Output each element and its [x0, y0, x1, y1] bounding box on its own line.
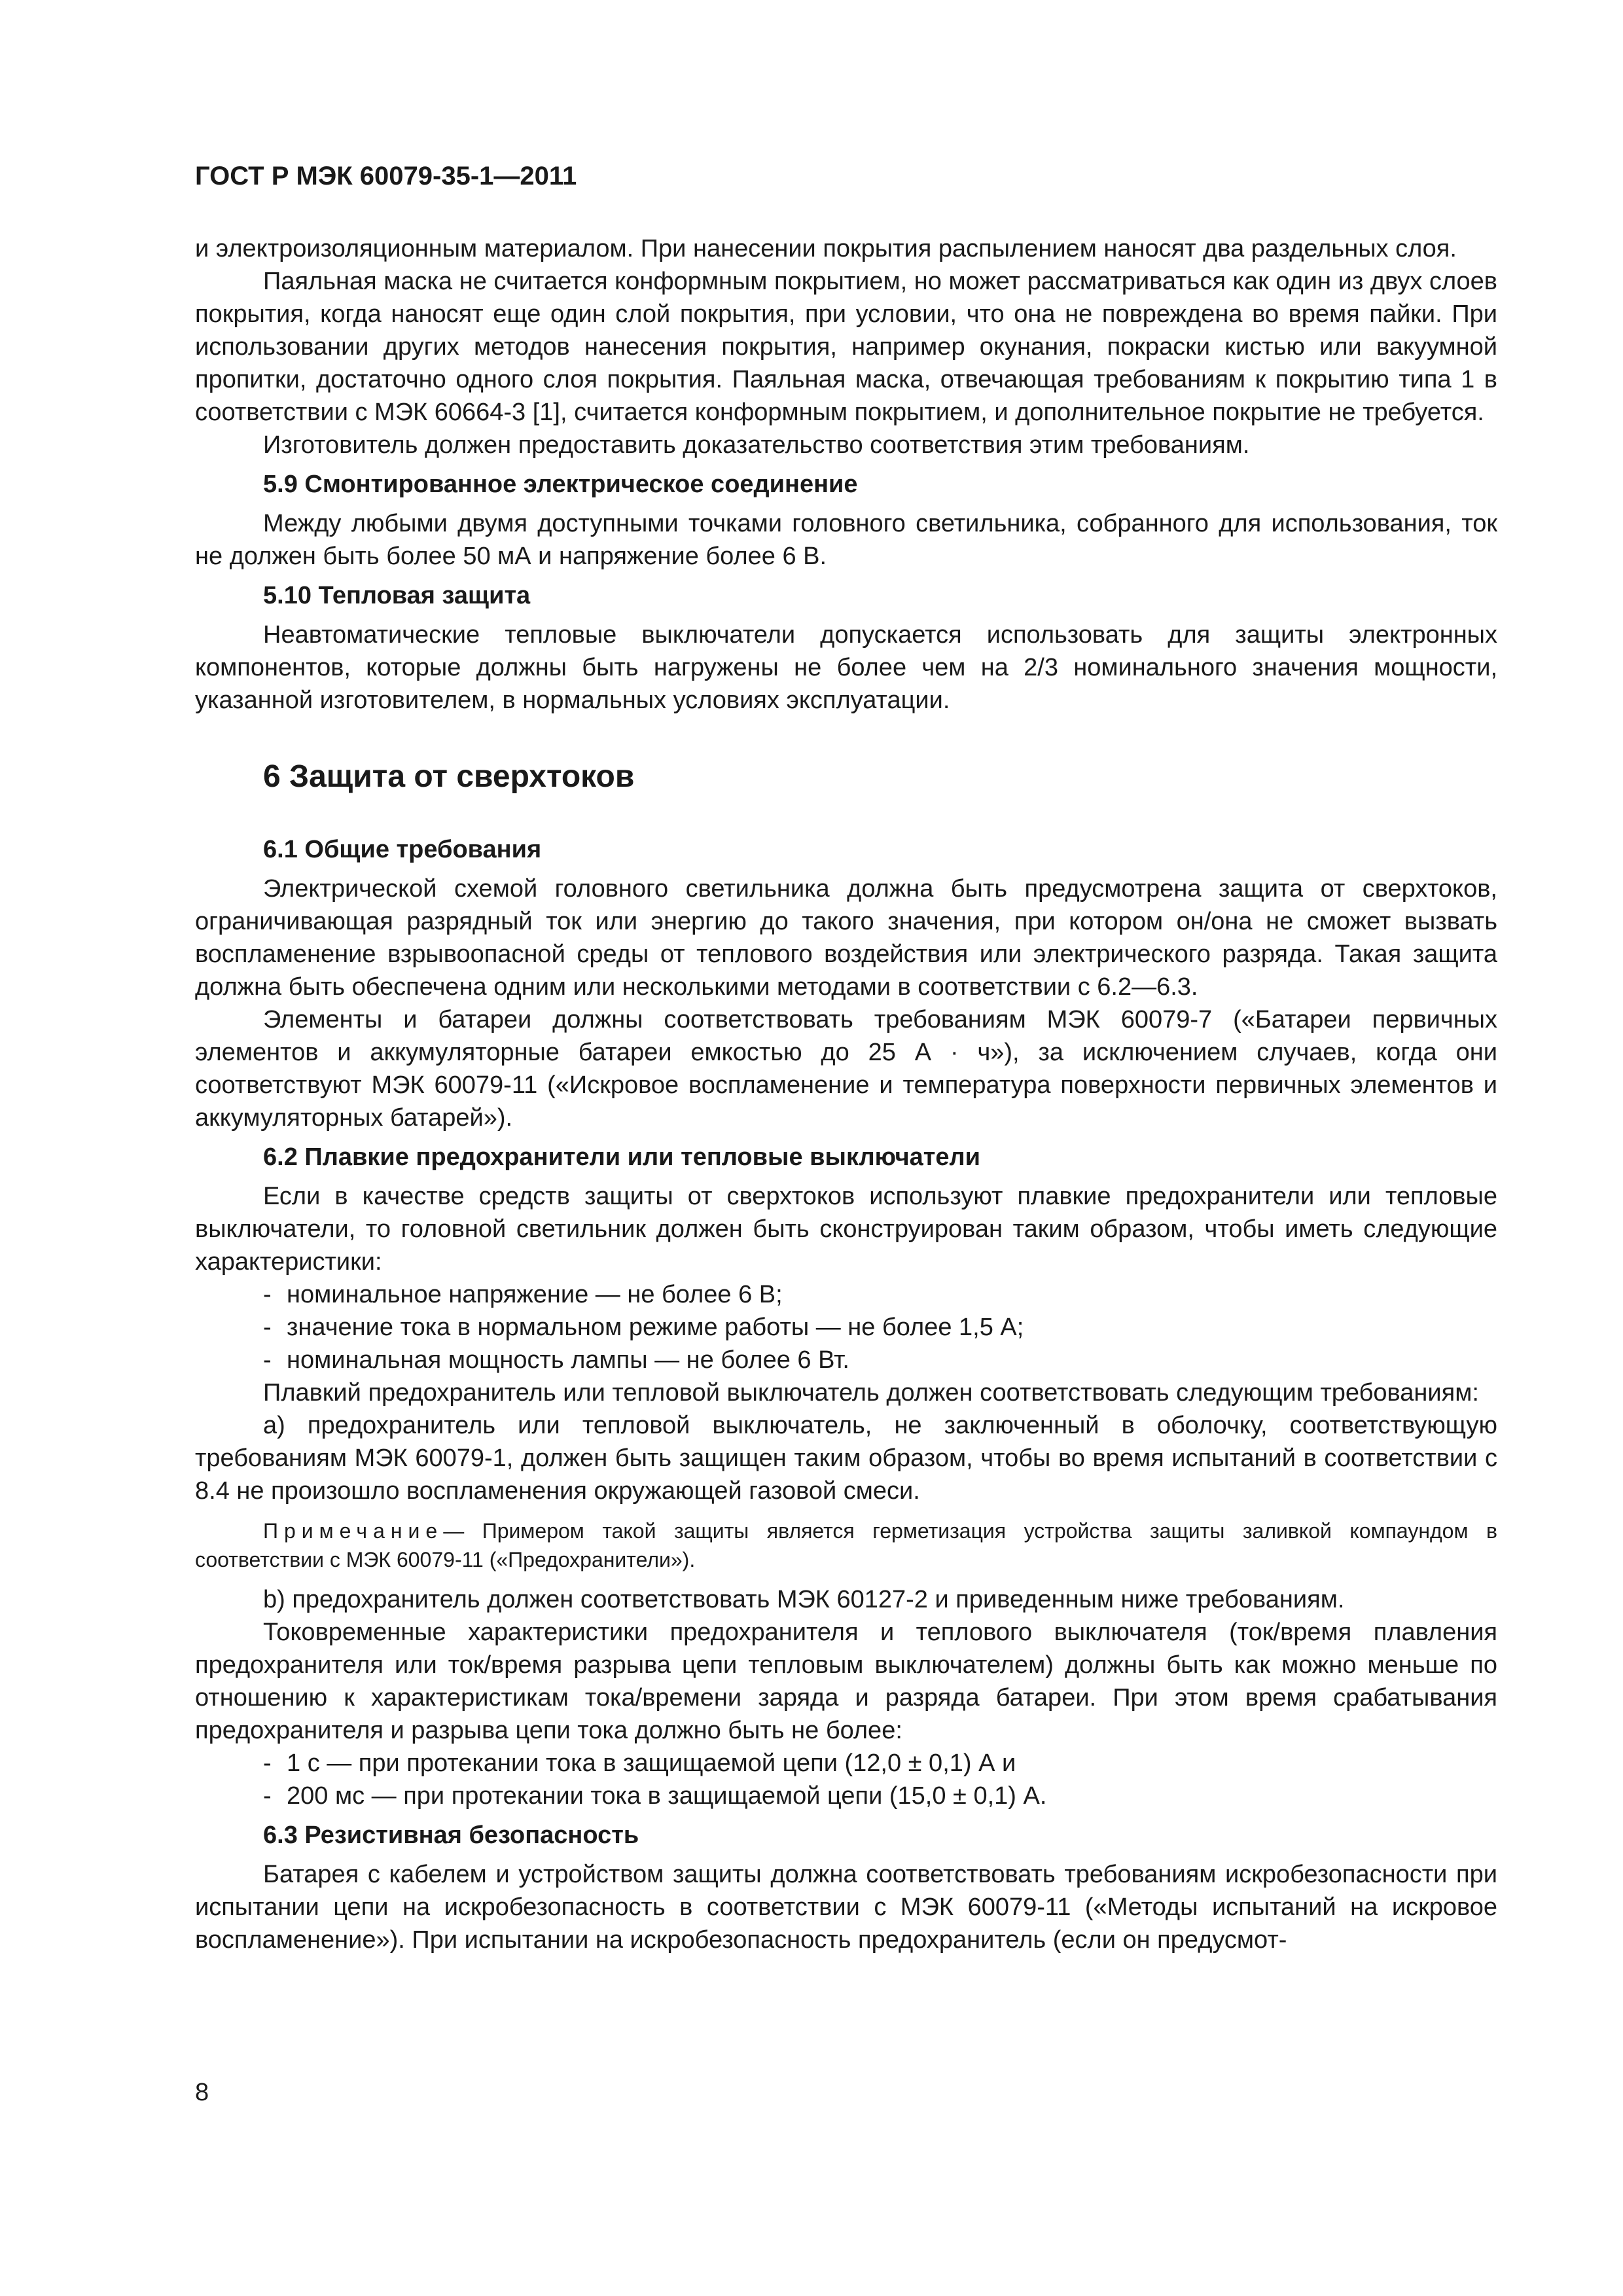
document-header: ГОСТ Р МЭК 60079-35-1—2011 — [195, 162, 577, 190]
list-item: - 1 с — при протекании тока в защищаемой цепи (12,0 ± 0,1) А и — [263, 1749, 1016, 1777]
paragraph-5-10: Неавтоматические тепловые выключатели допускается использовать для защиты электронных компонентов, которые должны быть нагружены не более чем на 2/3 номинального значения мощности, указанной изготовителем, в нормальных условиях эксплуатации. — [195, 621, 1497, 714]
paragraph-manufacturer-evidence: Изготовитель должен предоставить доказательство соответствия этим требованиям. — [263, 431, 1250, 459]
list-characteristics — [195, 1278, 1497, 1376]
list-item: - значение тока в нормальном режиме работы — не более 1,5 А; — [263, 1314, 1024, 1341]
paragraph-5-9: Между любыми двумя доступными точками головного светильника, собранного для использования, ток не должен быть более 50 мА и напряжение более 6 В. — [195, 510, 1497, 570]
note-label: Примечание — [263, 1519, 444, 1543]
paragraph-6-2-intro: Если в качестве средств защиты от сверхтоков используют плавкие предохранители или тепловые выключатели, то головной светильник должен быть сконструирован таким образом, чтобы иметь следующие характеристики: — [195, 1183, 1497, 1276]
paragraph-6-2-requirements: Плавкий предохранитель или тепловой выключатель должен соответствовать следующим требованиям: — [263, 1379, 1479, 1407]
paragraph-solder-mask: Паяльная маска не считается конформным покрытием, но может рассматриваться как один из двух слоев покрытия, когда наносят еще один слой покрытия, при условии, что она не повреждена во время пайки. При использовании других методов нанесения покрытия, например окунания, покраски кистью или вакуумной пропитки, достаточно одного слоя покрытия. Паяльная маска, отвечающая требованиям к покрытию типа 1 в соответствии с МЭК 60664-3 [1], считается конформным покрытием, и дополнительное покрытие не требуется. — [195, 268, 1497, 426]
paragraph-6-1-b: Элементы и батареи должны соответствовать требованиям МЭК 60079-7 («Батареи первичных элементов и аккумуляторные батареи емкостью до 25 А · ч»), за исключением случаев, когда они соответствуют МЭК 60079-11 («Искровое воспламенение и температура поверхности первичных элементов и аккумуляторных батарей»). — [195, 1006, 1497, 1132]
paragraph-6-2-item-a: a) предохранитель или тепловой выключатель, не заключенный в оболочку, соответствующую требованиям МЭК 60079-1, должен быть защищен таким образом, чтобы во время испытаний в соответствии с 8.4 не произошло воспламенения окружающей газовой смеси. — [195, 1412, 1497, 1505]
heading-5-10: 5.10 Тепловая защита — [263, 582, 531, 609]
paragraph-6-2-time-current: Токовременные характеристики предохранителя и теплового выключателя (ток/время плавления предохранителя или ток/время разрыва цепи тепловым выключателем) должны быть как можно меньше по отношению к характеристикам тока/времени заряда и разряда батареи. При этом время срабатывания предохранителя и разрыва цепи тока должно быть не более: — [195, 1619, 1497, 1744]
note — [195, 1516, 1497, 1574]
list-item: - номинальная мощность лампы — не более 6 Вт. — [263, 1346, 849, 1374]
list-trip-times — [195, 1747, 1497, 1812]
list-item: - 200 мс — при протекании тока в защищаемой цепи (15,0 ± 0,1) А. — [263, 1782, 1047, 1810]
note-text: — Примером такой защиты является герметизация устройства защиты заливкой компаундом в соответствии с МЭК 60079-11 («Предохранители»). — [195, 1519, 1497, 1571]
heading-5-9: 5.9 Смонтированное электрическое соединение — [263, 471, 858, 498]
paragraph-continuation: и электроизоляционным материалом. При нанесении покрытия распылением наносят два раздельных слоя. — [195, 235, 1457, 262]
heading-section-6: 6 Защита от сверхтоков — [263, 759, 635, 794]
paragraph-6-1-a: Электрической схемой головного светильника должна быть предусмотрена защита от сверхтоков, ограничивающая разрядный ток или энергию до такого значения, при котором он/она не сможет вызвать воспламенение взрывоопасной среды от теплового воздействия или электрического разряда. Такая защита должна быть обеспечена одним или несколькими методами в соответствии с 6.2—6.3. — [195, 875, 1497, 1001]
list-item: - номинальное напряжение — не более 6 В; — [263, 1281, 783, 1308]
page-number: 8 — [195, 2079, 209, 2106]
document-page — [195, 160, 1497, 1956]
paragraph-6-3: Батарея с кабелем и устройством защиты должна соответствовать требованиям искробезопасности при испытании цепи на искробезопасность в соответствии с МЭК 60079-11 («Методы испытаний на искровое воспламенение»). При испытании на искробезопасность предохранитель (если он предусмот- — [195, 1861, 1497, 1954]
heading-6-1: 6.1 Общие требования — [263, 836, 542, 863]
heading-6-3: 6.3 Резистивная безопасность — [263, 1821, 639, 1849]
paragraph-6-2-item-b: b) предохранитель должен соответствовать МЭК 60127-2 и приведенным ниже требованиям. — [263, 1586, 1345, 1613]
heading-6-2: 6.2 Плавкие предохранители или тепловые выключатели — [263, 1143, 981, 1171]
